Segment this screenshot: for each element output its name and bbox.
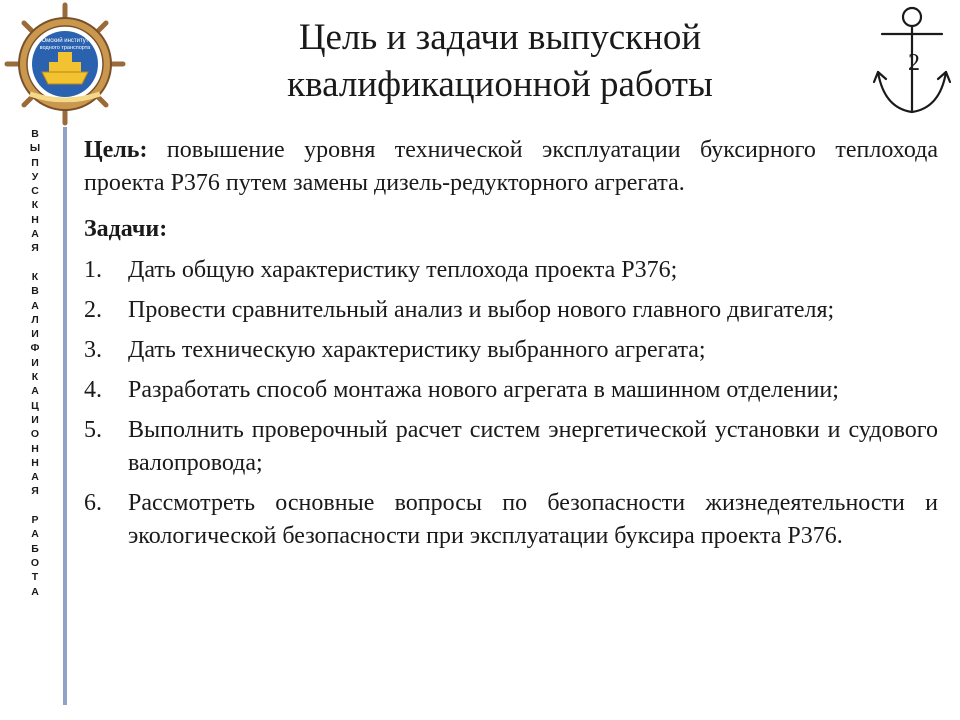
goal-text: повышение уровня технической эксплуатации буксирного теплохода проекта Р376 путем замены дизель-редукторного агрегата. [84,137,939,196]
slide-number: 2 [908,50,920,76]
list-item-text: Дать общую характеристику теплохода проекта Р376; [128,257,678,283]
page-title [190,14,810,108]
logo-text-line1: Омский институт [41,38,89,44]
list-item-number: 1. [84,257,102,283]
list-item [84,414,938,480]
accent-divider [63,127,67,705]
list-item [84,374,938,407]
vertical-side-label: В Ы П У С К Н А Я К В А Л И Ф И К А Ц И О Н Н А Я Р А Б О Т А [29,128,41,598]
list-item-text: Провести сравнительный анализ и выбор нового главного двигателя; [128,297,835,323]
list-item [84,334,938,367]
goal-label: Цель: [84,137,148,163]
title-line-2: квалификационной работы [287,64,713,105]
list-item [84,487,938,553]
list-item-number: 4. [84,377,102,403]
list-item-number: 5. [84,417,102,443]
list-item-text: Выполнить проверочный расчет систем энергетической установки и судового валопровода; [128,417,938,476]
tasks-heading: Задачи: [84,216,168,242]
list-item-text: Рассмотреть основные вопросы по безопасности жизнедеятельности и экологической безопасности при эксплуатации буксира проекта Р376. [128,490,938,549]
list-item [84,294,938,327]
goal-paragraph [84,134,938,200]
list-item-text: Разработать способ монтажа нового агрегата в машинном отделении; [128,377,839,403]
institute-logo [4,2,126,126]
list-item-number: 3. [84,337,102,363]
tasks-list [84,254,938,553]
list-item-number: 6. [84,490,102,516]
list-item-number: 2. [84,297,102,323]
slide-content [84,134,938,560]
list-item-text: Дать техническую характеристику выбранного агрегата; [128,337,706,363]
title-line-1: Цель и задачи выпускной [298,17,702,58]
logo-text-line2: водного транспорта [39,45,91,51]
list-item [84,254,938,287]
